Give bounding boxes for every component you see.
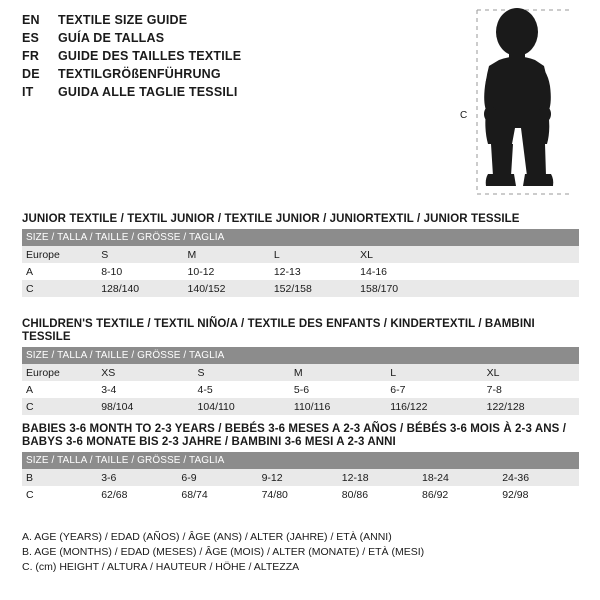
size-table-junior (22, 229, 579, 297)
table-header-row (22, 452, 579, 469)
cell: 110/116 (290, 398, 386, 415)
cell: XS (97, 364, 193, 381)
cell: 86/92 (418, 486, 498, 503)
language-title: GUIDE DES TAILLES TEXTILE (58, 49, 242, 63)
cell: 12-18 (338, 469, 418, 486)
cell-empty (443, 246, 580, 263)
cell: 24-36 (498, 469, 579, 486)
language-code: IT (22, 85, 34, 99)
language-row (22, 31, 442, 49)
legend-line-c: C. (cm) HEIGHT / ALTURA / HAUTEUR / HÖHE / ALTEZZA (22, 561, 300, 573)
size-table-children (22, 347, 579, 415)
row-label: Europe (22, 364, 97, 381)
cell: M (184, 246, 270, 263)
measurement-figure (455, 6, 585, 201)
row-label: B (22, 469, 97, 486)
cell: S (194, 364, 290, 381)
cell: 4-5 (194, 381, 290, 398)
cell: S (97, 246, 183, 263)
table-row (22, 381, 579, 398)
language-row (22, 67, 442, 85)
language-title: GUIDA ALLE TAGLIE TESSILI (58, 85, 238, 99)
cell: 7-8 (483, 381, 579, 398)
table-header-row (22, 229, 579, 246)
cell: 92/98 (498, 486, 579, 503)
cell: 12-13 (270, 263, 356, 280)
cell: 6-9 (177, 469, 257, 486)
cell: 3-4 (97, 381, 193, 398)
cell: 74/80 (258, 486, 338, 503)
cell: 8-10 (97, 263, 183, 280)
cell: L (270, 246, 356, 263)
language-title-block (22, 13, 442, 103)
cell: 5-6 (290, 381, 386, 398)
cell: L (386, 364, 482, 381)
table-row (22, 280, 579, 297)
language-code: DE (22, 67, 40, 81)
section-junior-textile (22, 213, 579, 297)
section-title: CHILDREN'S TEXTILE / TEXTIL NIÑO/A / TEXTILE DES ENFANTS / KINDERTEXTIL / BAMBINI TESSILE (22, 318, 535, 343)
size-table-babies (22, 452, 579, 503)
row-label: C (22, 398, 97, 415)
legend-block (22, 530, 582, 575)
table-header-label: SIZE / TALLA / TAILLE / GRÖSSE / TAGLIA (22, 452, 579, 469)
cell-empty (443, 263, 580, 280)
cell: 9-12 (258, 469, 338, 486)
table-row (22, 398, 579, 415)
table-row (22, 486, 579, 503)
cell: 128/140 (97, 280, 183, 297)
language-code: ES (22, 31, 40, 45)
toddler-silhouette-icon (455, 6, 585, 201)
language-title: TEXTILGRÖßENFÜHRUNG (58, 67, 221, 81)
cell: 3-6 (97, 469, 177, 486)
cell: 68/74 (177, 486, 257, 503)
cell: M (290, 364, 386, 381)
section-title: JUNIOR TEXTILE / TEXTIL JUNIOR / TEXTILE JUNIOR / JUNIORTEXTIL / JUNIOR TESSILE (22, 213, 520, 225)
section-babies-textile (22, 423, 579, 503)
table-row (22, 469, 579, 486)
cell: 158/170 (356, 280, 442, 297)
language-title: TEXTILE SIZE GUIDE (58, 13, 188, 27)
cell: 122/128 (483, 398, 579, 415)
row-label: Europe (22, 246, 97, 263)
section-title: BABIES 3-6 MONTH TO 2-3 YEARS / BEBÉS 3-6 MESES A 2-3 AÑOS / BÉBÉS 3-6 MOIS À 2-3 ANS / BABYS 3-6 MONATE BIS 2-3 JAHRE / BAMBINI 3-6 MESI A 2-3 ANNI (22, 423, 566, 448)
language-row (22, 49, 442, 67)
cell: 14-16 (356, 263, 442, 280)
table-row (22, 364, 579, 381)
language-code: EN (22, 13, 40, 27)
section-childrens-textile (22, 318, 579, 415)
cell: 10-12 (184, 263, 270, 280)
cell: 116/122 (386, 398, 482, 415)
cell: XL (483, 364, 579, 381)
figure-label-c: C (460, 110, 468, 121)
cell: 98/104 (97, 398, 193, 415)
table-header-row (22, 347, 579, 364)
row-label: C (22, 280, 97, 297)
language-row (22, 85, 442, 103)
cell: 80/86 (338, 486, 418, 503)
cell: 62/68 (97, 486, 177, 503)
legend-line-b: B. AGE (MONTHS) / EDAD (MESES) / ÂGE (MOIS) / ALTER (MONATE) / ETÀ (MESI) (22, 546, 425, 558)
table-row (22, 246, 579, 263)
table-row (22, 263, 579, 280)
cell: 18-24 (418, 469, 498, 486)
row-label: A (22, 381, 97, 398)
cell: 6-7 (386, 381, 482, 398)
cell: 104/110 (194, 398, 290, 415)
cell: XL (356, 246, 442, 263)
language-title: GUÍA DE TALLAS (58, 31, 165, 45)
cell: 140/152 (184, 280, 270, 297)
table-header-label: SIZE / TALLA / TAILLE / GRÖSSE / TAGLIA (22, 347, 579, 364)
language-row (22, 13, 442, 31)
cell: 152/158 (270, 280, 356, 297)
cell-empty (443, 280, 580, 297)
row-label: A (22, 263, 97, 280)
row-label: C (22, 486, 97, 503)
language-code: FR (22, 49, 40, 63)
table-header-label: SIZE / TALLA / TAILLE / GRÖSSE / TAGLIA (22, 229, 579, 246)
legend-line-a: A. AGE (YEARS) / EDAD (AÑOS) / ÂGE (ANS) / ALTER (JAHRE) / ETÀ (ANNI) (22, 531, 392, 543)
